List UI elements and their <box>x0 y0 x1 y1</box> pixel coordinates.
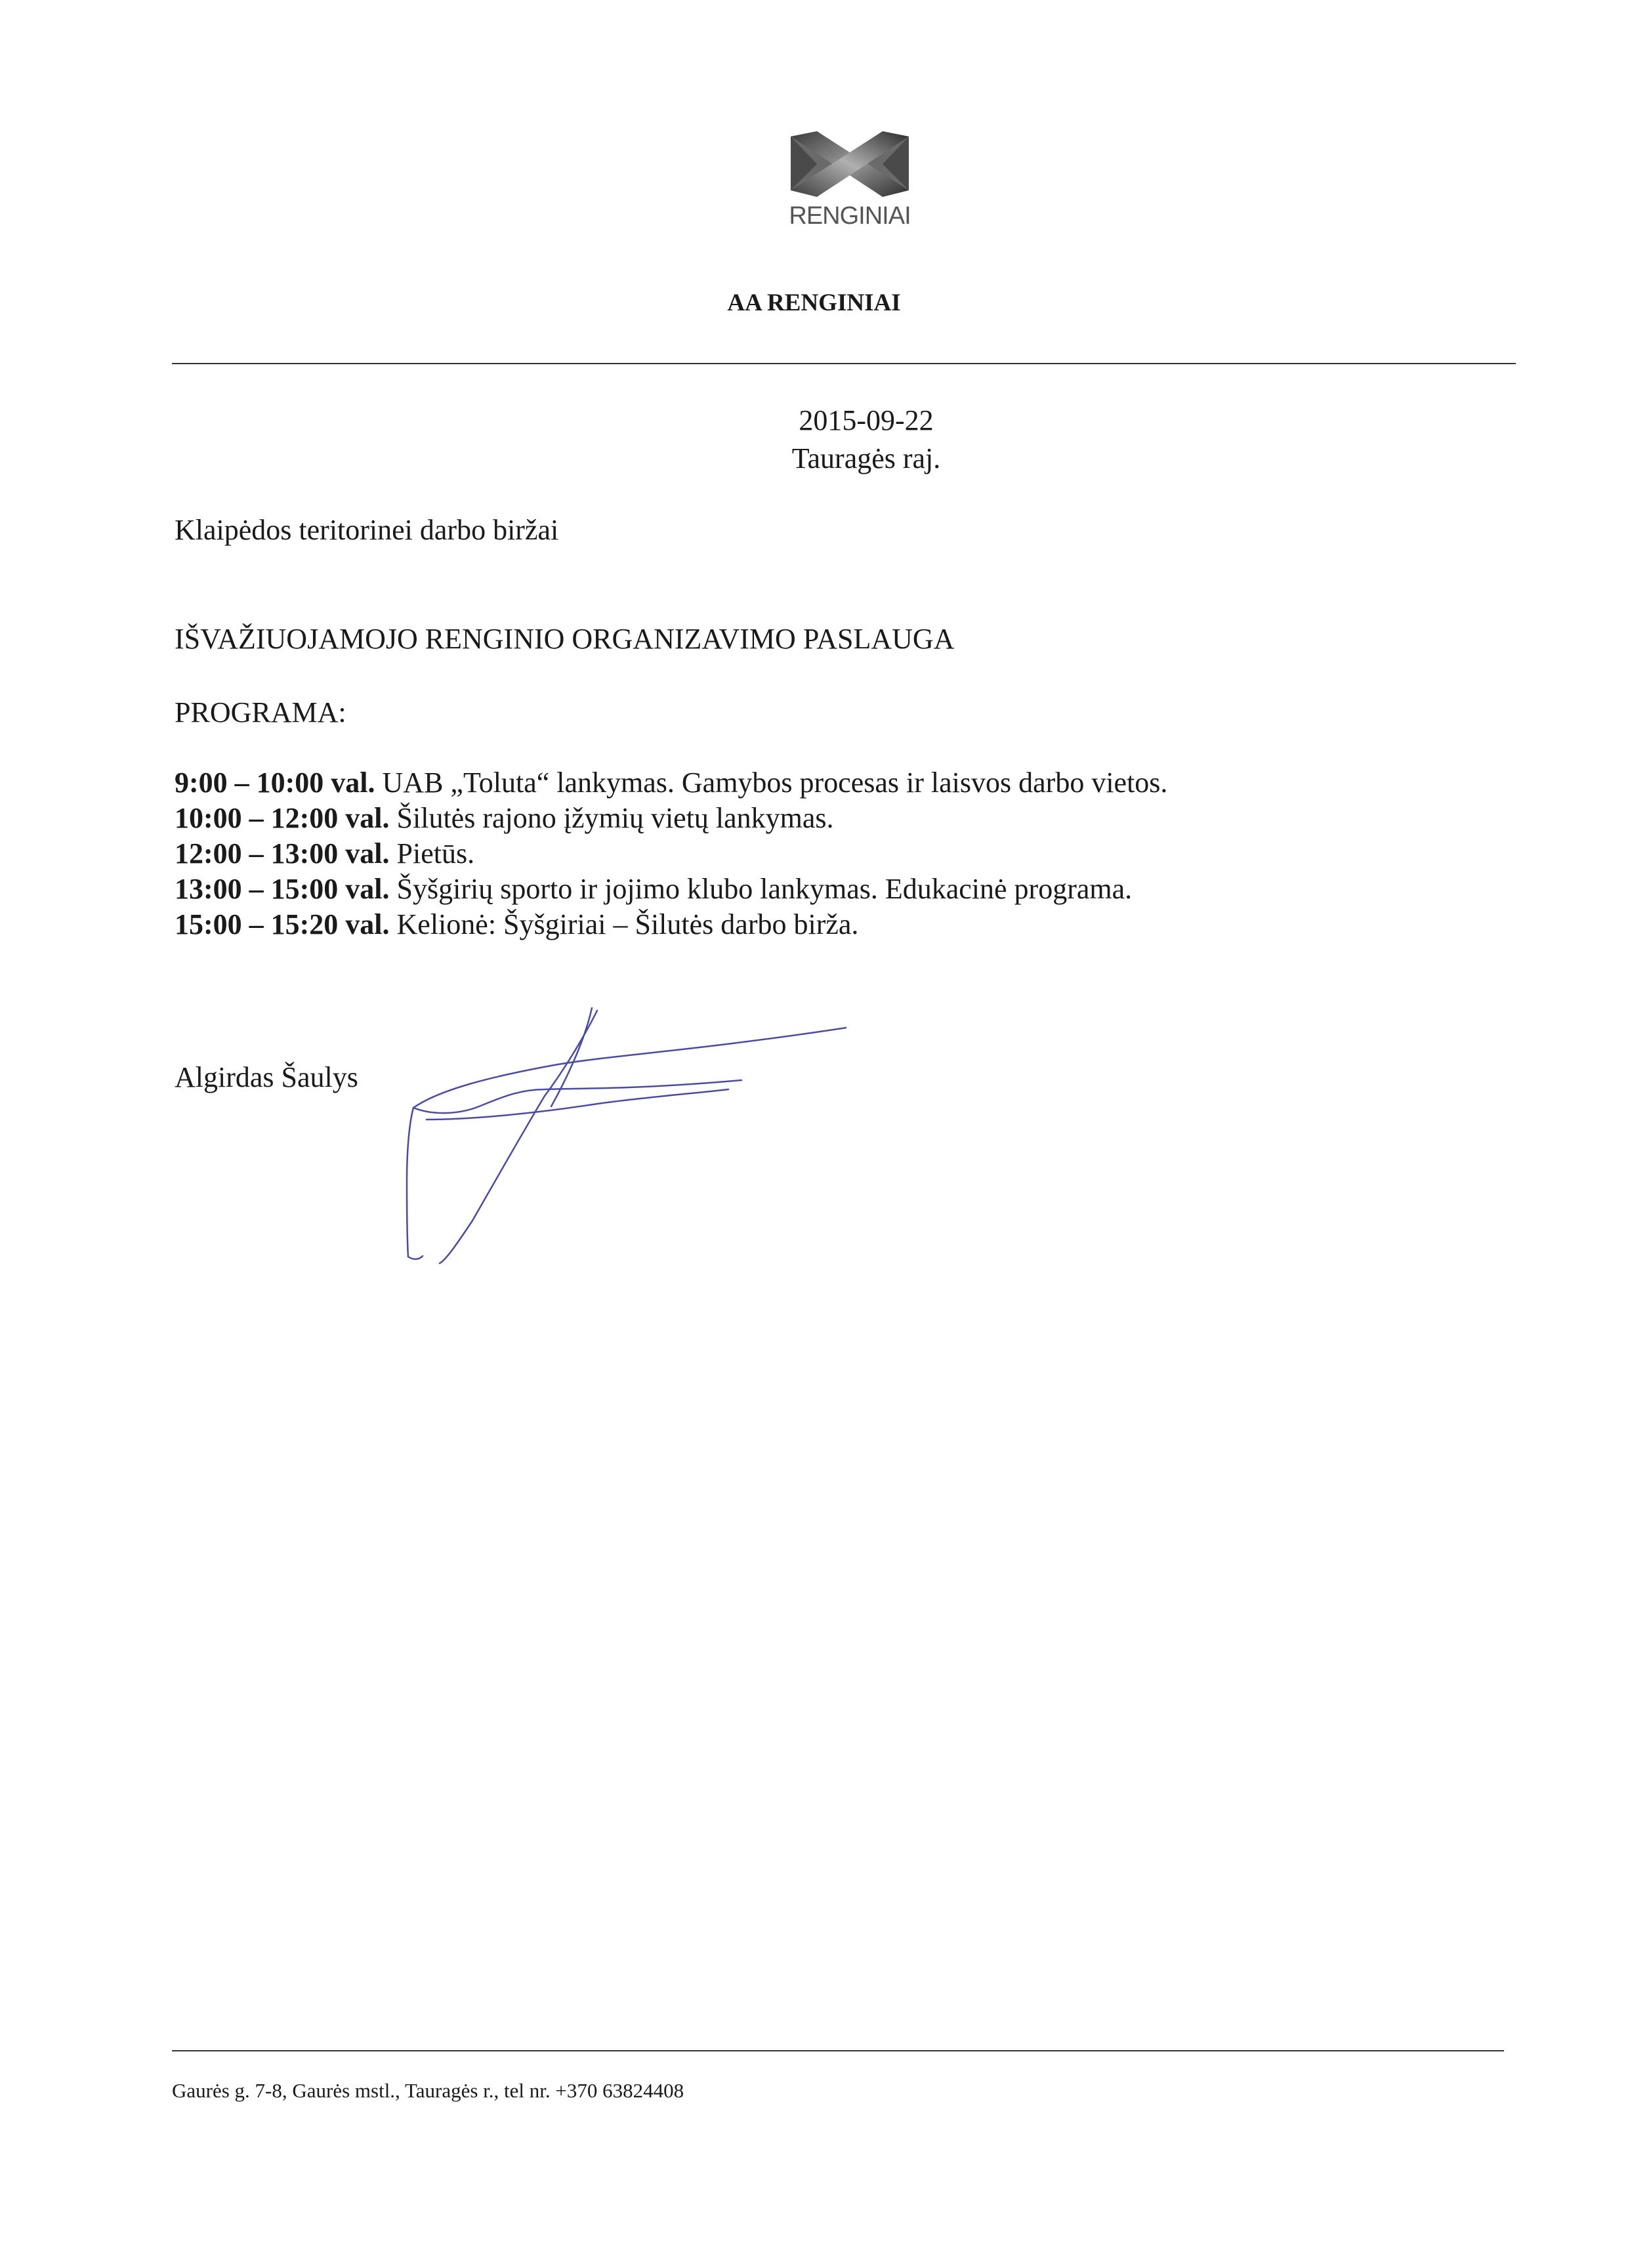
header-divider <box>172 363 1516 364</box>
logo-mark-icon <box>778 125 922 203</box>
programme-activity: Pietūs. <box>396 837 475 870</box>
programme-activity: Kelionė: Šyšgiriai – Šilutės darbo birža. <box>396 908 859 940</box>
programme-item <box>175 872 1167 907</box>
programme-activity: Šilutės rajono įžymių vietų lankymas. <box>396 802 834 834</box>
document-date: 2015-09-22 <box>799 404 934 436</box>
programme-time: 9:00 – 10:00 val. <box>175 766 375 799</box>
programme-time: 10:00 – 12:00 val. <box>175 802 390 834</box>
programme-time: 12:00 – 13:00 val. <box>175 837 390 870</box>
handwritten-signature <box>387 991 846 1280</box>
company-logo <box>778 125 922 233</box>
programme-time: 13:00 – 15:00 val. <box>175 873 390 905</box>
logo-text: RENGINIAI <box>789 202 911 230</box>
programme-item <box>175 836 1167 872</box>
document-subject: IŠVAŽIUOJAMOJO RENGINIO ORGANIZAVIMO PASLAUGA <box>175 623 955 655</box>
document-place: Tauragės raj. <box>791 442 941 474</box>
recipient: Klaipėdos teritorinei darbo biržai <box>175 514 559 546</box>
document-meta <box>748 402 984 478</box>
programme-list <box>175 765 1167 942</box>
programme-activity: Šyšgirių sporto ir jojimo klubo lankymas. Edukacinė programa. <box>396 873 1133 905</box>
footer-divider <box>172 2050 1504 2051</box>
programme-time: 15:00 – 15:20 val. <box>175 908 390 940</box>
programme-item <box>175 907 1167 942</box>
programme-item <box>175 801 1167 836</box>
footer-address: Gaurės g. 7-8, Gaurės mstl., Tauragės r., tel nr. +370 63824408 <box>172 2079 684 2102</box>
programme-item <box>175 765 1167 801</box>
company-name: AA RENGINIAI <box>727 289 901 316</box>
signer-name: Algirdas Šaulys <box>175 1061 358 1093</box>
programme-activity: UAB „Toluta“ lankymas. Gamybos procesas ir laisvos darbo vietos. <box>382 766 1168 799</box>
programme-heading: PROGRAMA: <box>175 696 346 728</box>
